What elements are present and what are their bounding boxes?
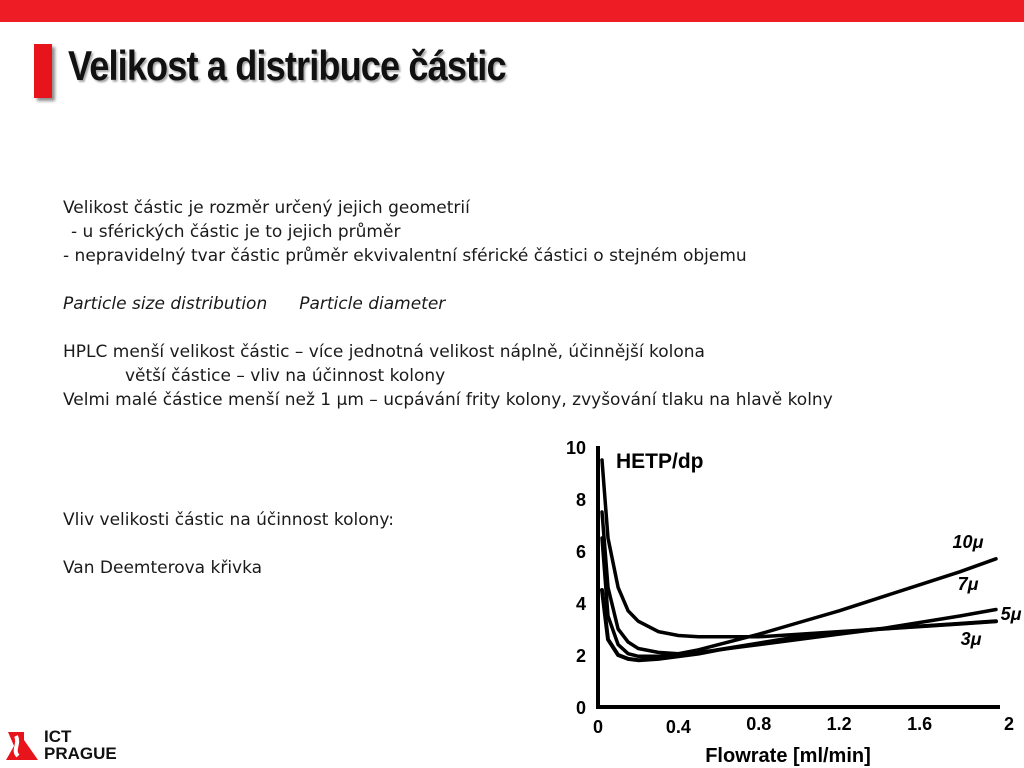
series-label: 10μ [952, 532, 984, 552]
series-line [602, 590, 996, 660]
slide-title: Velikost a distribuce částic [68, 42, 506, 89]
series-line [602, 460, 996, 637]
hplc-line: Velmi malé částice menší než 1 µm – ucpávání frity kolony, zvyšování tlaku na hlavě kolny [63, 390, 833, 410]
definition-block [63, 196, 747, 268]
term-particle-size-distribution: Particle size distribution [63, 294, 268, 314]
y-tick-label: 6 [575, 542, 586, 562]
x-tick-label: 0.8 [746, 714, 772, 734]
curve-name: Van Deemterova křivka [63, 558, 263, 578]
hplc-line: větší částice – vliv na účinnost kolony [125, 366, 446, 386]
x-axis-label: Flowrate [ml/min] [705, 745, 871, 767]
chart-caption: Vliv velikosti částic na účinnost kolony: [63, 510, 394, 530]
y-tick-label: 2 [575, 646, 586, 666]
x-tick-label: 1.6 [907, 714, 933, 734]
hplc-block [63, 340, 833, 412]
y-tick-label: 0 [575, 698, 586, 718]
definition-line: - nepravidelný tvar částic průměr ekvivalentní sférické částici o stejném objemu [63, 246, 747, 266]
term-particle-diameter: Particle diameter [299, 294, 446, 314]
x-tick-label: 1.2 [826, 714, 852, 734]
series-label: 7μ [957, 574, 979, 594]
hplc-line: HPLC menší velikost částic – více jednotná velikost náplně, účinnější kolona [63, 342, 705, 362]
title-marker [34, 44, 52, 98]
x-tick-label: 0.4 [665, 717, 691, 737]
x-tick-label: 0 [592, 717, 604, 737]
terms-line [63, 292, 445, 316]
ict-flask-icon [4, 726, 40, 764]
definition-line: - u sférických částic je to jejich průměr [71, 222, 401, 242]
series-label: 3μ [960, 629, 982, 649]
logo-line-ict: ICT [44, 727, 72, 746]
series-line [602, 538, 996, 656]
series-label: 5μ [1000, 604, 1022, 624]
x-tick-label: 2 [1003, 714, 1014, 734]
chart-title: HETP/dp [616, 450, 704, 473]
series-line [602, 512, 996, 654]
y-tick-label: 8 [575, 490, 586, 510]
ict-prague-logo [4, 726, 124, 766]
definition-line: Velikost částic je rozměr určený jejich geometrií [63, 198, 470, 218]
logo-line-prague: PRAGUE [44, 744, 117, 763]
top-accent-bar [0, 0, 1024, 22]
y-tick-label: 10 [565, 438, 586, 458]
y-tick-label: 4 [575, 594, 586, 614]
